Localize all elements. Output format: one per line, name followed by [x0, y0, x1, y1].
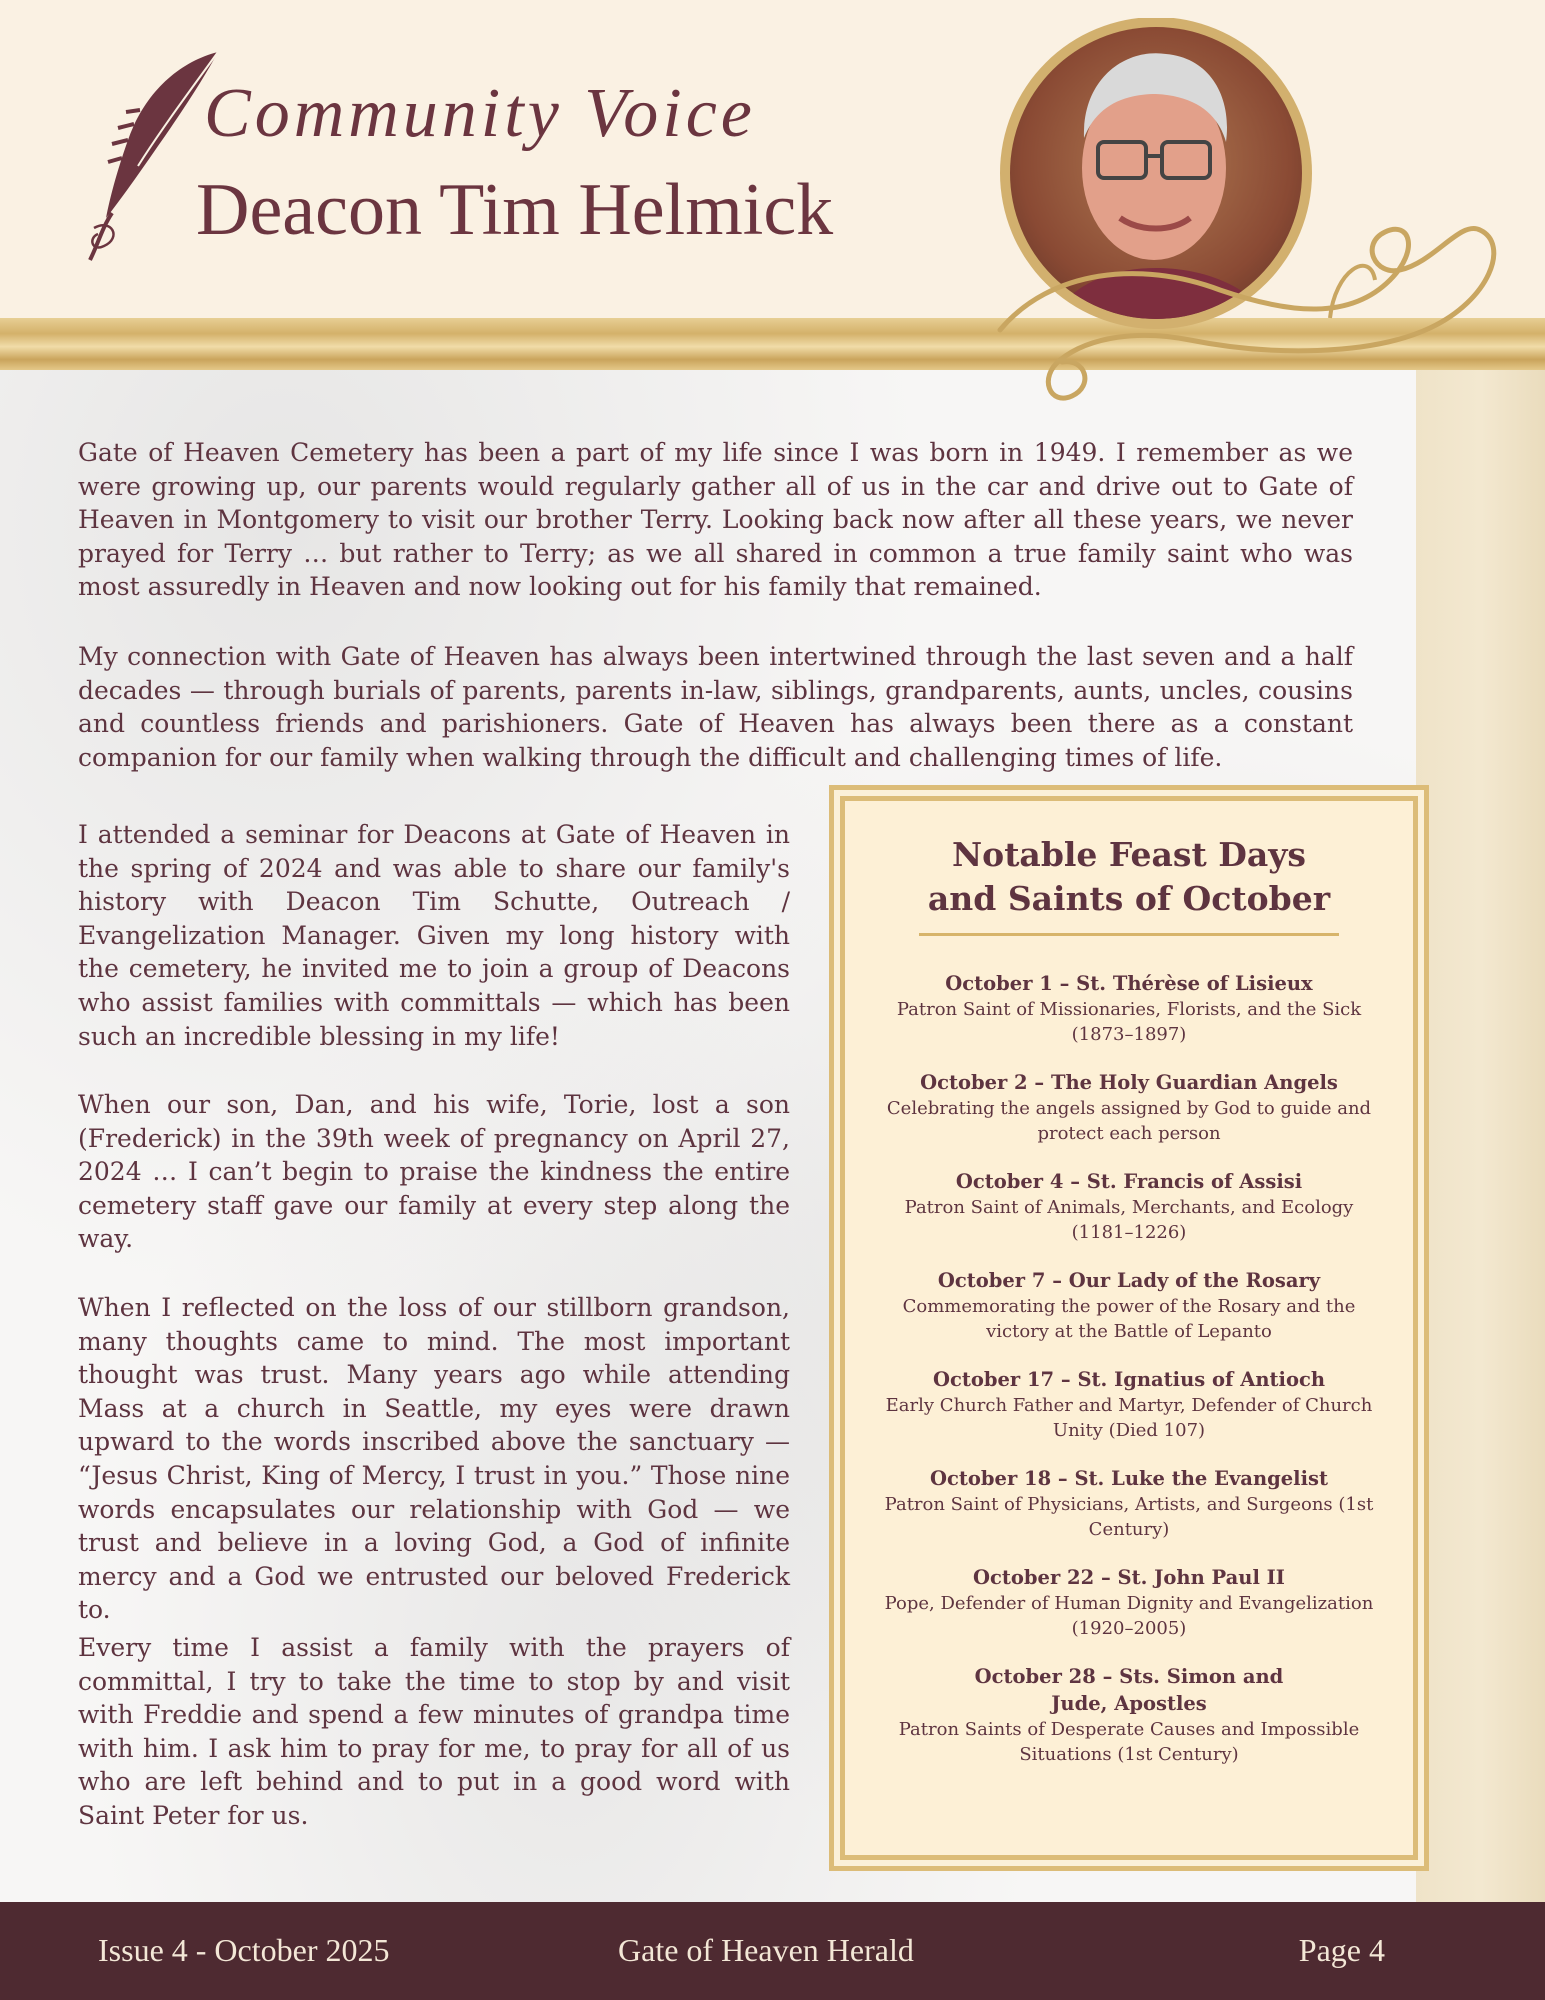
feast-box-title — [845, 833, 1413, 921]
feast-item-name: October 7 – Our Lady of the Rosary — [937, 1269, 1321, 1292]
feast-item — [845, 1366, 1413, 1443]
feast-item — [845, 1168, 1413, 1245]
feast-item-name: October 22 – St. John Paul II — [973, 1566, 1285, 1589]
feast-item — [845, 970, 1413, 1047]
column-paragraph-1: I attended a seminar for Deacons at Gate of Heaven in the spring of 2024 and was able to share our family's history with Deacon Tim Schutte, Outreach / Evangelization Manager. Given my long history with the cemetery, he invited me to join a group of Deacons who assist families with committals — which has been such an incredible blessing in my life! — [78, 820, 790, 1051]
gold-swirl-ornament — [990, 210, 1510, 410]
footer-page-number: Page 4 — [1298, 1932, 1385, 1968]
intro-paragraph-1: Gate of Heaven Cemetery has been a part of my life since I was born in 1949. I remember as we were growing up, our parents would regularly gather all of us in the car and drive out to Gate of Heaven in Montgomery to visit our brother Terry. Looking back now after all these years, we never prayed for Terry … but rather to Terry; as we all shared in common a true family saint who was most assuredly in Heaven and now looking out for his family that remained. — [78, 438, 1353, 602]
feast-item-desc: Commemorating the power of the Rosary and the victory at the Battle of Lepanto — [902, 1296, 1356, 1342]
column-paragraph-2: When our son, Dan, and his wife, Torie, lost a son (Frederick) in the 39th week of pregnancy on April 27, 2024 … I can’t begin to praise the kindness the entire cemetery staff gave our family at every step along the way. — [78, 1090, 790, 1254]
feast-item-name: October 17 – St. Ignatius of Antioch — [933, 1368, 1325, 1391]
column-kicker: Community Voice — [204, 75, 756, 152]
feast-item-desc: Early Church Father and Martyr, Defender of Church Unity (Died 107) — [885, 1395, 1373, 1441]
column-paragraph-3: When I reflected on the loss of our stillborn grandson, many thoughts came to mind. The most important thought was trust. Many years ago while attending Mass at a church in Seattle, my eyes were drawn upward to the words inscribed above the sanctuary — “Jesus Christ, King of Mercy, I trust in you.” Those nine words encapsulates our relationship with God — we trust and believe in a loving God, a God of infinite mercy and a God we entrusted our beloved Frederick to. — [78, 1293, 790, 1625]
feast-item-desc: Patron Saint of Physicians, Artists, and Surgeons (1st Century) — [884, 1494, 1374, 1540]
parchment-strip — [1416, 370, 1545, 1902]
feast-item-name: October 28 – Sts. Simon and Jude, Apostles — [974, 1665, 1284, 1715]
feast-item-desc: Patron Saint of Missionaries, Florists, and the Sick (1873–1897) — [896, 999, 1362, 1045]
feast-list — [845, 970, 1413, 1767]
feast-item — [845, 1069, 1413, 1146]
intro-paragraph-2: My connection with Gate of Heaven has always been intertwined through the last seven and a half decades — through burials of parents, parents in-law, siblings, grandparents, aunts, uncles, cousins and countless friends and parishioners. Gate of Heaven has always been there as a constant companion for our family when walking through the difficult and challenging times of life. — [78, 642, 1353, 772]
page-footer — [0, 1902, 1545, 2000]
feast-title-line-2: and Saints of October — [927, 879, 1331, 918]
feast-title-rule — [919, 933, 1339, 936]
feast-item-name: October 18 – St. Luke the Evangelist — [930, 1467, 1328, 1490]
feast-item-desc: Celebrating the angels assigned by God to guide and protect each person — [886, 1098, 1372, 1144]
feast-item — [845, 1267, 1413, 1344]
feast-item-desc: Pope, Defender of Human Dignity and Evangelization (1920–2005) — [884, 1593, 1374, 1639]
footer-issue: Issue 4 - October 2025 — [98, 1932, 390, 1968]
feast-item-desc: Patron Saint of Animals, Merchants, and Ecology (1181–1226) — [904, 1197, 1354, 1243]
feast-title-line-1: Notable Feast Days — [952, 835, 1306, 874]
feast-item-name: October 4 – St. Francis of Assisi — [955, 1170, 1303, 1193]
feast-item — [845, 1564, 1413, 1641]
feast-item-name: October 1 – St. Thérèse of Lisieux — [945, 972, 1313, 995]
feast-item — [845, 1663, 1413, 1767]
feast-item-name: October 2 – The Holy Guardian Angels — [920, 1071, 1338, 1094]
feast-days-box — [840, 796, 1418, 1860]
column-paragraph-4: Every time I assist a family with the prayers of committal, I try to take the time to stop by and visit with Freddie and spend a few minutes of grandpa time with him. I ask him to pray for me, to pray for all of us who are left behind and to put in a good word with Saint Peter for us. — [78, 1633, 790, 1830]
page-title: Deacon Tim Helmick — [196, 169, 834, 251]
feast-item — [845, 1465, 1413, 1542]
footer-publication: Gate of Heaven Herald — [618, 1932, 914, 1968]
feast-item-desc: Patron Saints of Desperate Causes and Impossible Situations (1st Century) — [898, 1719, 1360, 1765]
